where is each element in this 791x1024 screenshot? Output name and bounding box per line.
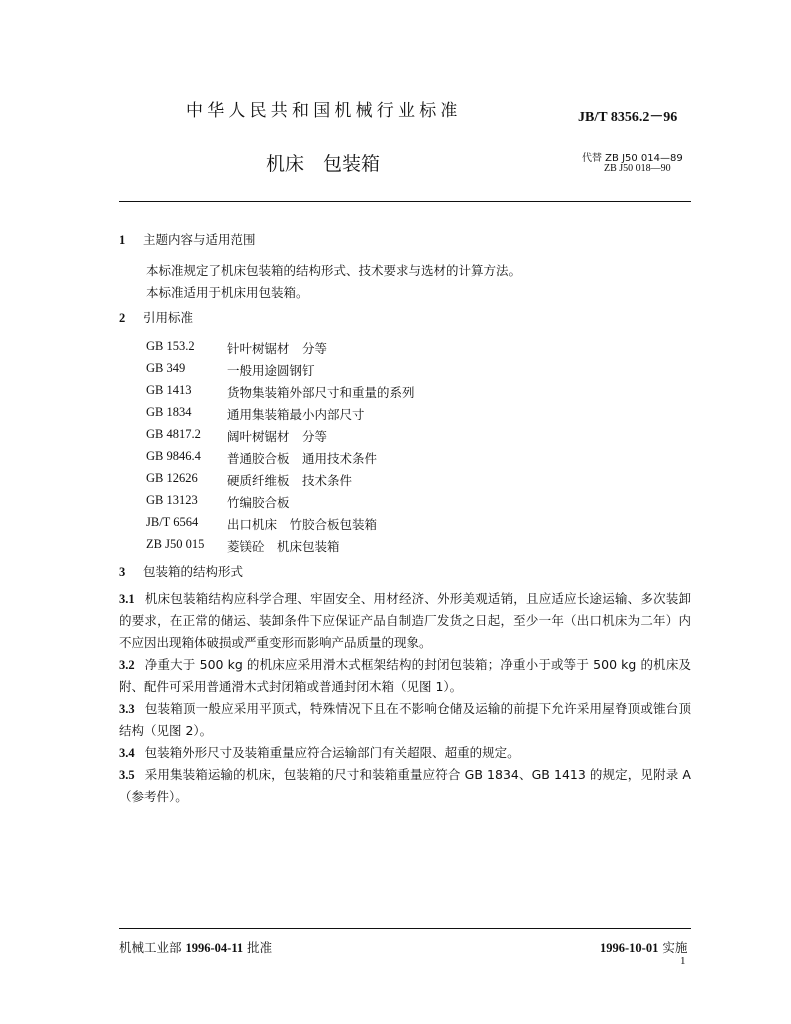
clause-3-2 <box>119 654 691 698</box>
clause-number: 3.5 <box>119 768 135 782</box>
clause-number: 3.2 <box>119 658 135 672</box>
section-title: 引用标准 <box>143 310 194 325</box>
reference-title: 阔叶树锯材 分等 <box>227 429 328 444</box>
reference-title: 货物集装箱外部尺寸和重量的系列 <box>227 385 415 400</box>
clause-3-3 <box>119 698 691 742</box>
reference-title: 硬质纤维板 技术条件 <box>227 473 353 488</box>
header-divider <box>119 201 691 202</box>
standard-category-title: 中华人民共和国机械行业标准 <box>186 101 462 121</box>
clause-3-1 <box>119 588 691 654</box>
effective-label: 实施 <box>662 940 688 955</box>
approval-date: 1996-04-11 <box>185 941 244 955</box>
reference-code: GB 4817.2 <box>146 427 201 441</box>
reference-code: GB 349 <box>146 361 186 375</box>
section-title: 包装箱的结构形式 <box>143 564 244 579</box>
effective-line <box>600 938 687 956</box>
section-heading-3 <box>119 562 243 580</box>
section-heading-1 <box>119 230 256 248</box>
approval-line <box>119 938 272 956</box>
reference-code: GB 12626 <box>146 471 198 485</box>
section-number: 1 <box>119 233 126 247</box>
reference-title: 通用集装箱最小内部尺寸 <box>227 407 365 422</box>
approval-label: 批准 <box>247 940 273 955</box>
reference-code: JB/T 6564 <box>146 515 199 529</box>
section-title: 主题内容与适用范围 <box>143 232 256 247</box>
document-title: 机床 包装箱 <box>266 153 381 175</box>
page-number: 1 <box>680 955 686 967</box>
standard-number: JB/T 8356.2－96 <box>578 110 678 125</box>
clause-text: 包装箱顶一般应采用平顶式，特殊情况下且在不影响仓储及运输的前提下允许采用屋脊顶或锥台顶结构（见图 2）。 <box>119 701 691 738</box>
clause-number: 3.4 <box>119 746 135 760</box>
reference-code: GB 9846.4 <box>146 449 201 463</box>
clause-3-5 <box>119 764 691 808</box>
section-number: 3 <box>119 565 126 579</box>
clause-text: 包装箱外形尺寸及装箱重量应符合运输部门有关超限、超重的规定。 <box>144 745 520 760</box>
reference-code: GB 13123 <box>146 493 198 507</box>
paragraph: 本标准规定了机床包装箱的结构形式、技术要求与选材的计算方法。 <box>146 263 522 278</box>
reference-title: 普通胶合板 通用技术条件 <box>227 451 378 466</box>
replaces-line-2: ZB J50 018—90 <box>604 163 671 174</box>
reference-code: GB 1834 <box>146 405 192 419</box>
reference-title: 一般用途圆钢钉 <box>227 363 315 378</box>
effective-date: 1996-10-01 <box>600 941 659 955</box>
section-number: 2 <box>119 311 126 325</box>
replaces-line-1: 代替 ZB J50 014—89 <box>582 153 683 164</box>
section-heading-2 <box>119 308 193 326</box>
reference-code: GB 1413 <box>146 383 192 397</box>
paragraph: 本标准适用于机床用包装箱。 <box>146 285 309 300</box>
reference-title: 针叶树锯材 分等 <box>227 341 328 356</box>
reference-code: GB 153.2 <box>146 339 195 353</box>
footer-divider <box>119 928 691 929</box>
reference-title: 出口机床 竹胶合板包装箱 <box>227 517 378 532</box>
approval-org: 机械工业部 <box>119 940 182 955</box>
reference-title: 菱镁砼 机床包装箱 <box>227 539 340 554</box>
reference-title: 竹编胶合板 <box>227 495 290 510</box>
clause-text: 采用集装箱运输的机床，包装箱的尺寸和装箱重量应符合 GB 1834、GB 1413 的规定，见附录 A（参考件）。 <box>119 767 691 804</box>
clause-text: 机床包装箱结构应科学合理、牢固安全、用材经济、外形美观适销，且应适应长途运输、多次装卸的要求，在正常的储运、装卸条件下应保证产品自制造厂发货之日起，至少一年（出口机床为二年）内不应因出现箱体破损或严重变形而影响产品质量的现象。 <box>119 591 691 650</box>
clause-3-4 <box>119 742 691 764</box>
clause-number: 3.1 <box>119 592 135 606</box>
reference-code: ZB J50 015 <box>146 537 205 551</box>
clause-number: 3.3 <box>119 702 135 716</box>
clause-text: 净重大于 500 kg 的机床应采用滑木式框架结构的封闭包装箱；净重小于或等于 500 kg 的机床及附、配件可采用普通滑木式封闭箱或普通封闭木箱（见图 1）。 <box>119 657 691 694</box>
